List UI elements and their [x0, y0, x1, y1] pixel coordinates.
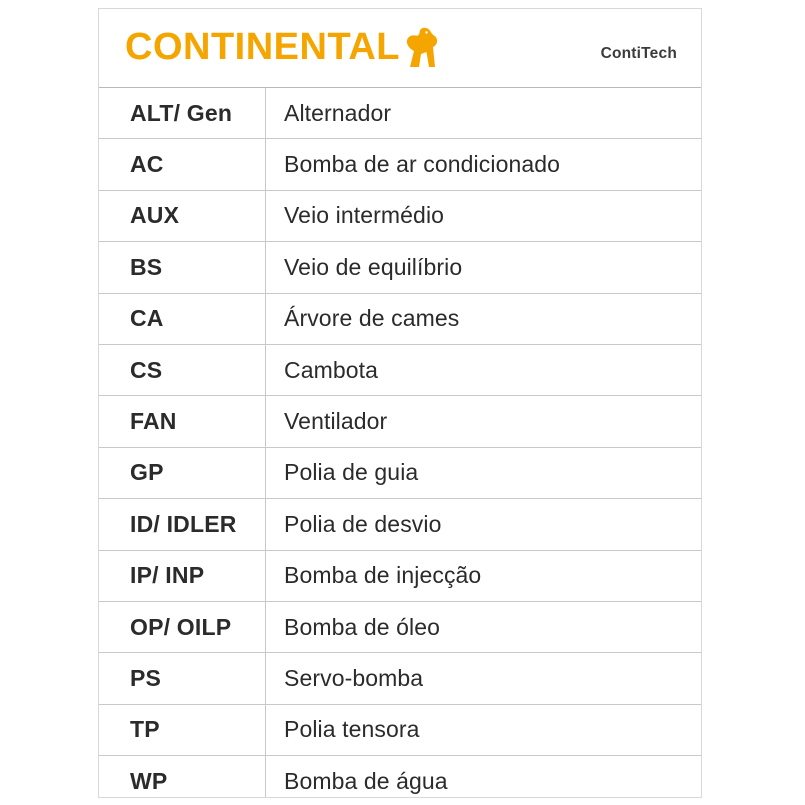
- row-description: Bomba de óleo: [284, 613, 441, 640]
- table-row: [99, 653, 701, 704]
- row-description: Veio de equilíbrio: [284, 253, 463, 280]
- row-code: PS: [99, 653, 266, 703]
- row-description: Alternador: [284, 99, 392, 126]
- row-code: TP: [99, 705, 266, 755]
- row-code: AC: [99, 139, 266, 189]
- continental-logo: [125, 27, 438, 67]
- row-code: OP/ OILP: [99, 602, 266, 652]
- row-description: Polia de desvio: [284, 510, 442, 537]
- row-code: IP/ INP: [99, 551, 266, 601]
- row-code: ID/ IDLER: [99, 499, 266, 549]
- table-row: [99, 191, 701, 242]
- table-row: [99, 88, 701, 139]
- row-description: Veio intermédio: [284, 202, 445, 229]
- table-row: [99, 294, 701, 345]
- row-code: AUX: [99, 191, 266, 241]
- table-row: [99, 139, 701, 190]
- table-row: [99, 345, 701, 396]
- sub-brand-label: ContiTech: [600, 45, 677, 62]
- table-row: [99, 242, 701, 293]
- table-row: [99, 396, 701, 447]
- table-row: [99, 705, 701, 756]
- row-description: Árvore de cames: [284, 305, 460, 332]
- table-row: [99, 551, 701, 602]
- row-description: Ventilador: [284, 408, 388, 435]
- table-row: [99, 448, 701, 499]
- row-code: WP: [99, 756, 266, 798]
- abbreviation-table: [99, 88, 701, 798]
- table-row: [99, 499, 701, 550]
- continental-horse-icon: [404, 27, 438, 67]
- brand-wordmark: CONTINENTAL: [125, 26, 400, 68]
- table-row: [99, 602, 701, 653]
- table-row: [99, 756, 701, 798]
- row-description: Cambota: [284, 356, 379, 383]
- row-description: Bomba de ar condicionado: [284, 151, 561, 178]
- row-code: FAN: [99, 396, 266, 446]
- row-code: BS: [99, 242, 266, 292]
- row-description: Polia tensora: [284, 716, 420, 743]
- row-code: CA: [99, 294, 266, 344]
- row-code: ALT/ Gen: [99, 88, 266, 138]
- row-description: Servo-bomba: [284, 664, 424, 691]
- row-description: Polia de guia: [284, 459, 419, 486]
- row-code: CS: [99, 345, 266, 395]
- legend-sheet: [98, 8, 702, 798]
- row-code: GP: [99, 448, 266, 498]
- brand-header: [99, 9, 701, 88]
- row-description: Bomba de injecção: [284, 562, 482, 589]
- row-description: Bomba de água: [284, 768, 448, 795]
